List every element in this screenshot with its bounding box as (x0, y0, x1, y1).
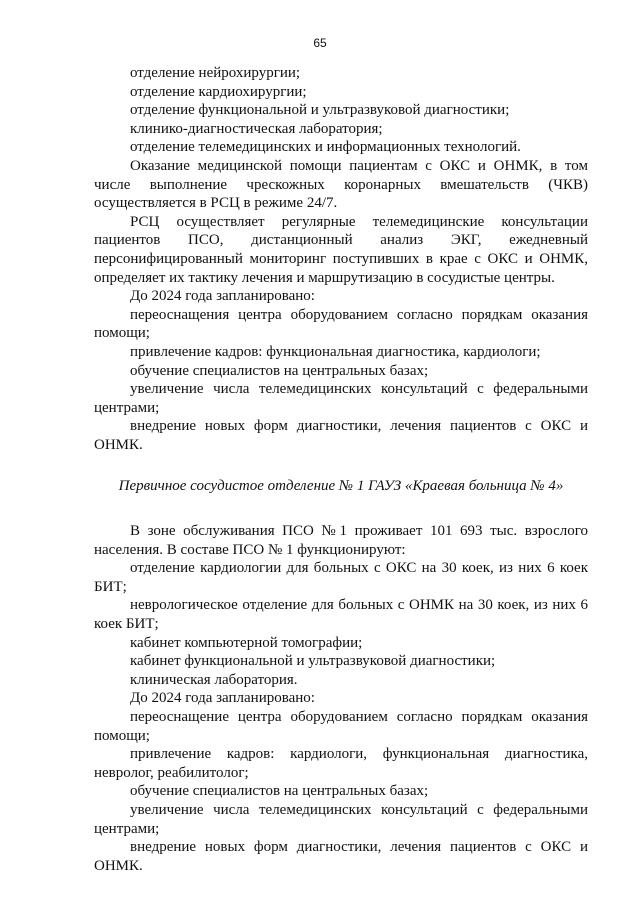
paragraph-care: Оказание медицинской помощи пациентам с ОКС и ОНМК, в том числе выполнение чрескожных коронарных вмешательств (ЧКВ) осуществляется в РСЦ в режиме 24/7. (94, 157, 588, 212)
paragraph-zone: В зоне обслуживания ПСО №1 проживает 101 693 тыс. взрослого населения. В составе ПСО № 1 функционируют: (94, 523, 588, 558)
planned-item: обучение специалистов на центральных базах; (130, 362, 429, 379)
document-body (94, 64, 588, 875)
planned-item: переоснащения центра оборудованием согласно порядкам оказания помощи; (94, 306, 588, 342)
planned-item: привлечение кадров: кардиологи, функциональная диагностика, невролог, реабилитолог; (94, 746, 588, 781)
list-item: кабинет функциональной и ультразвуковой диагностики; (130, 653, 496, 670)
list-item: отделение нейрохирургии; (130, 65, 301, 81)
section-heading: Первичное сосудистое отделение № 1 ГАУЗ «Краевая больница № 4» (118, 478, 564, 495)
paragraph-rsc: РСЦ осуществляет регулярные телемедицинские консультации пациентов ПСО, дистанционный анализ ЭКГ, ежедневный персонифицированный мониторинг поступивших в крае с ОКС и ОНМК, определяет их тактику лечения и маршрутизацию в сосудистые центры. (94, 213, 588, 286)
page-number: 65 (313, 36, 327, 50)
planned-intro: До 2024 года запланировано: (130, 288, 315, 305)
planned-item: переоснащение центра оборудованием согласно порядкам оказания помощи; (94, 709, 588, 744)
planned-item: внедрение новых форм диагностики, лечения пациентов с ОКС и ОНМК. (94, 839, 588, 874)
planned-item: внедрение новых форм диагностики, лечения пациентов с ОКС и ОНМК. (94, 418, 588, 453)
list-item: отделение функциональной и ультразвуковой диагностики; (130, 102, 510, 119)
list-item: отделение кардиохирургии; (130, 83, 307, 100)
list-item: отделение кардиологии для больных с ОКС на 30 коек, из них 6 коек БИТ; (94, 560, 588, 595)
list-item: отделение телемедицинских и информационных технологий. (130, 139, 521, 156)
list-item: неврологическое отделение для больных с ОНМК на 30 коек, из них 6 коек БИТ; (94, 597, 588, 633)
list-item: клиническая лаборатория. (130, 671, 298, 688)
planned-item: обучение специалистов на центральных базах; (130, 783, 429, 800)
list-item: клинико-диагностическая лаборатория; (130, 120, 383, 137)
planned-item: увеличение числа телемедицинских консультаций с федеральными центрами; (94, 381, 588, 416)
list-item: кабинет компьютерной томографии; (130, 634, 363, 651)
planned-item: увеличение числа телемедицинских консультаций с федеральными центрами; (94, 801, 588, 837)
planned-intro: До 2024 года запланировано: (130, 690, 315, 707)
planned-item: привлечение кадров: функциональная диагностика, кардиологи; (130, 343, 541, 360)
